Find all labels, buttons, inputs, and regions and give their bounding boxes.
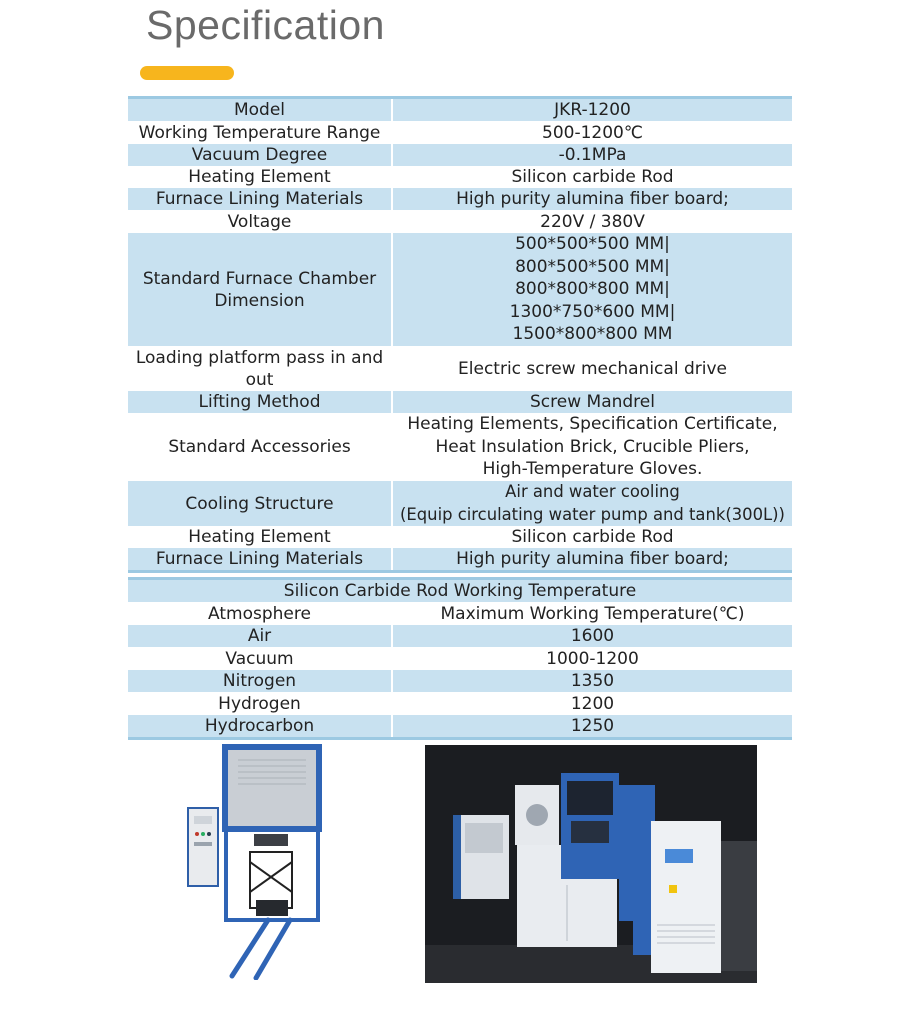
table-row xyxy=(128,670,792,692)
spec-label: Furnace Lining Materials xyxy=(128,548,392,572)
spec-value: 220V / 380V xyxy=(392,210,792,233)
atmosphere-cell: Hydrocarbon xyxy=(128,715,392,739)
page-title: Specification xyxy=(146,2,385,48)
workshop-product-photo xyxy=(425,745,757,983)
accessory-line: Heat Insulation Brick, Crucible Pliers, xyxy=(435,436,750,457)
spec-row-vacuum-degree xyxy=(128,144,792,166)
accessory-line: Heating Elements, Specification Certificate, xyxy=(407,414,778,435)
spec-row-furnace-lining-2 xyxy=(128,548,792,572)
temperature-cell: 1350 xyxy=(392,670,792,692)
spec-row-loading-platform xyxy=(128,346,792,391)
spec-value: JKR-1200 xyxy=(392,98,792,122)
spec-row-cooling-structure xyxy=(128,481,792,526)
spec-row-model xyxy=(128,98,792,122)
atmosphere-cell: Nitrogen xyxy=(128,670,392,692)
temperature-cell: 1250 xyxy=(392,715,792,739)
spec-label: Furnace Lining Materials xyxy=(128,188,392,210)
spec-label: Heating Element xyxy=(128,166,392,188)
dimension-line: 1500*800*800 MM xyxy=(512,324,673,345)
spec-value: 500-1200℃ xyxy=(392,121,792,144)
spec-value-lines xyxy=(392,481,792,526)
table-row xyxy=(128,647,792,670)
spec-value: Silicon carbide Rod xyxy=(392,526,792,548)
spec-row-furnace-lining xyxy=(128,188,792,210)
atmosphere-cell: Air xyxy=(128,625,392,647)
table-row xyxy=(128,625,792,647)
spec-label: Model xyxy=(128,98,392,122)
table-row xyxy=(128,692,792,715)
spec-row-heating-element xyxy=(128,166,792,188)
spec-label: Working Temperature Range xyxy=(128,121,392,144)
spec-value: Electric screw mechanical drive xyxy=(392,346,792,391)
atmosphere-cell: Vacuum xyxy=(128,647,392,670)
column-header-max-temp: Maximum Working Temperature(℃) xyxy=(392,602,792,625)
spec-row-heating-element-2 xyxy=(128,526,792,548)
spec-value-lines xyxy=(392,413,792,481)
dimension-line: 1300*750*600 MM| xyxy=(509,301,676,322)
rod-temperature-table xyxy=(128,577,792,740)
dimension-line: 500*500*500 MM| xyxy=(515,234,670,255)
temperature-cell: 1200 xyxy=(392,692,792,715)
title-accent-bar xyxy=(140,66,234,80)
spec-label: Heating Element xyxy=(128,526,392,548)
temperature-cell: 1000-1200 xyxy=(392,647,792,670)
spec-value: High purity alumina fiber board; xyxy=(392,548,792,572)
temperature-cell: 1600 xyxy=(392,625,792,647)
spec-label: Standard Furnace Chamber Dimension xyxy=(128,233,392,346)
furnace-product-photo xyxy=(184,742,334,980)
dimension-line: 800*500*500 MM| xyxy=(515,256,670,277)
spec-label: Standard Accessories xyxy=(128,413,392,481)
accessory-line: High-Temperature Gloves. xyxy=(482,459,703,480)
spec-row-chamber-dimension xyxy=(128,233,792,346)
spec-value: Silicon carbide Rod xyxy=(392,166,792,188)
cooling-line: (Equip circulating water pump and tank(300L)) xyxy=(400,504,785,524)
spec-row-working-temperature xyxy=(128,121,792,144)
temp-table-header-row xyxy=(128,602,792,625)
spec-label: Voltage xyxy=(128,210,392,233)
spec-value: Screw Mandrel xyxy=(392,391,792,413)
spec-value: -0.1MPa xyxy=(392,144,792,166)
spec-row-standard-accessories xyxy=(128,413,792,481)
specification-table xyxy=(128,96,792,573)
table-row xyxy=(128,715,792,739)
spec-row-lifting-method xyxy=(128,391,792,413)
dimension-line: 800*800*800 MM| xyxy=(515,279,670,300)
spec-label: Cooling Structure xyxy=(128,481,392,526)
spec-value: High purity alumina fiber board; xyxy=(392,188,792,210)
temp-table-title-row xyxy=(128,579,792,603)
temp-table-title: Silicon Carbide Rod Working Temperature xyxy=(128,579,792,603)
spec-label: Loading platform pass in and out xyxy=(128,346,392,391)
spec-label: Vacuum Degree xyxy=(128,144,392,166)
spec-label: Lifting Method xyxy=(128,391,392,413)
cooling-line: Air and water cooling xyxy=(505,482,680,501)
column-header-atmosphere: Atmosphere xyxy=(128,602,392,625)
atmosphere-cell: Hydrogen xyxy=(128,692,392,715)
spec-row-voltage xyxy=(128,210,792,233)
spec-value-lines xyxy=(392,233,792,346)
